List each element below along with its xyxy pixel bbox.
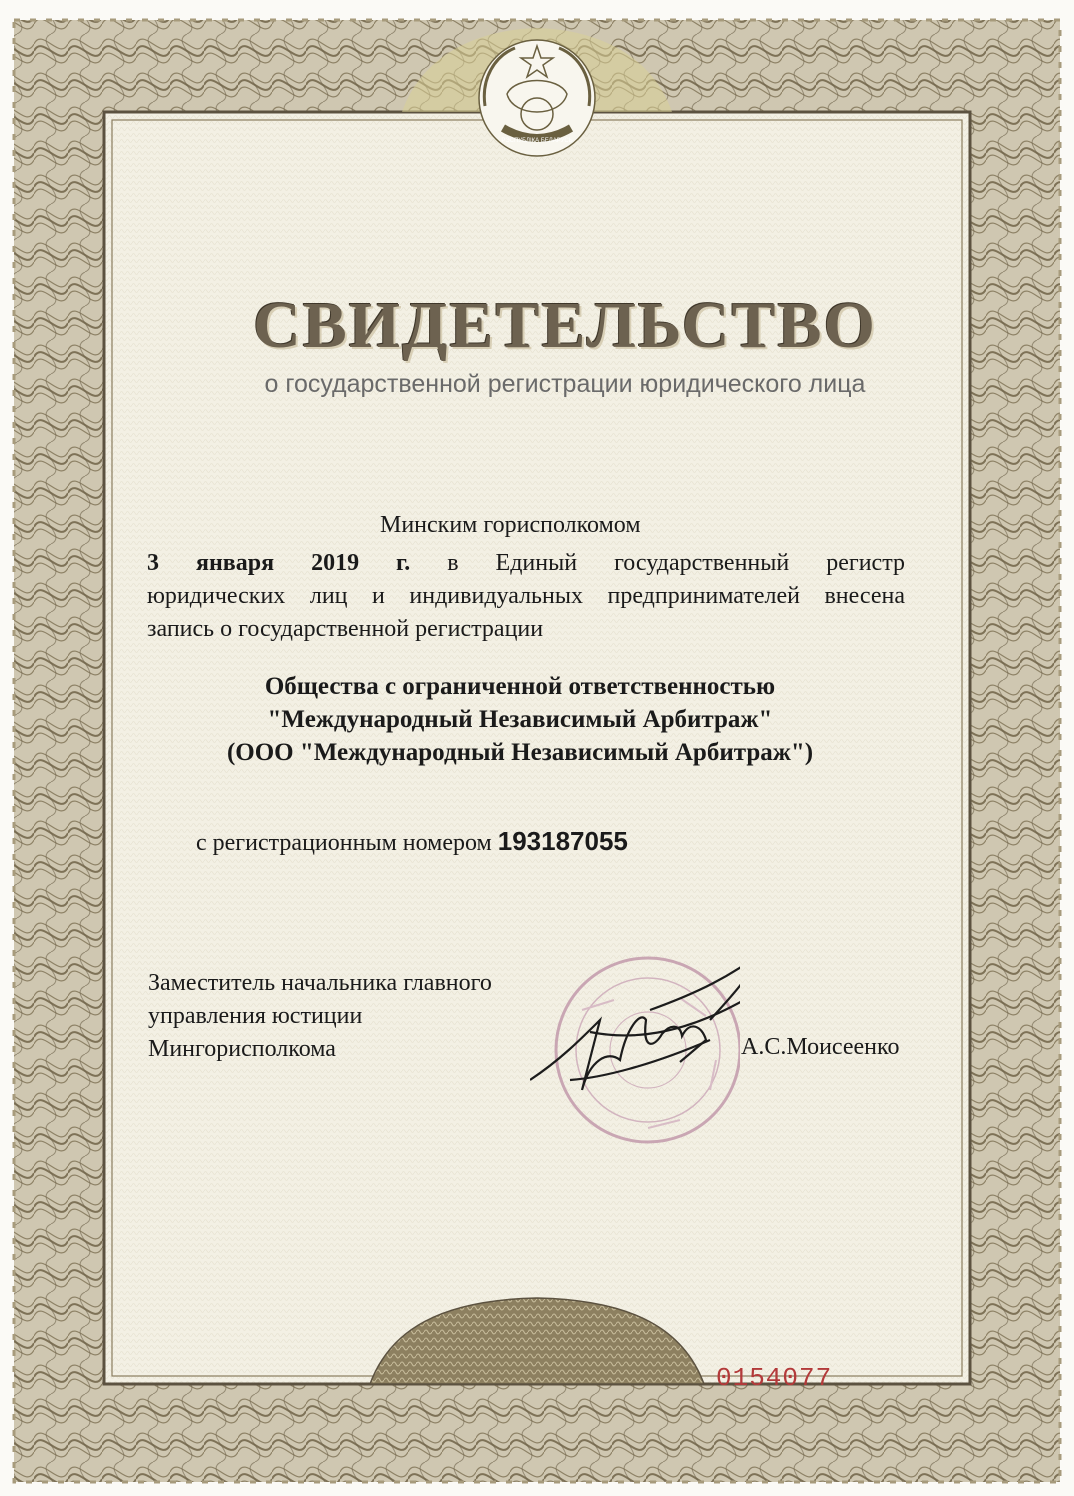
- document-subtitle: о государственной регистрации юридического лица: [264, 370, 866, 398]
- reg-number-label: с регистрационным номером: [196, 830, 492, 856]
- registration-line-1: [147, 550, 905, 577]
- registration-line-1-rest: в Единый государственный регистр: [447, 550, 905, 576]
- official-position-line-3: Мингорисполкома: [148, 1036, 336, 1062]
- entity-name-line-1: Общества с ограниченной ответственностью: [264, 673, 776, 700]
- entity-name-line-2: "Международный Независимый Арбитраж": [267, 706, 773, 733]
- registration-line-3: запись о государственной регистрации: [147, 616, 544, 642]
- registration-line-2: юридических лиц и индивидуальных предпринимателей внесена: [147, 583, 905, 609]
- registration-date: 3 января 2019 г.: [147, 550, 411, 576]
- official-stamp: [530, 940, 740, 1150]
- national-emblem: [455, 28, 619, 158]
- issuer-text: Минским горисполкомом: [380, 512, 641, 538]
- emblem-text: РЭСПУБЛІКА БЕЛАРУСЬ: [501, 138, 573, 144]
- serial-number: 0154077: [716, 1363, 833, 1393]
- signer-name: А.С.Моисеенко: [741, 1034, 900, 1060]
- official-position-line-2: управления юстиции: [148, 1003, 363, 1029]
- document-title: СВИДЕТЕЛЬСТВО: [253, 289, 877, 362]
- reg-number: 193187055: [497, 826, 628, 856]
- entity-name-line-3: (ООО "Международный Независимый Арбитраж"): [226, 739, 814, 766]
- official-position-line-1: Заместитель начальника главного: [148, 970, 492, 996]
- reg-number-line: [196, 826, 628, 857]
